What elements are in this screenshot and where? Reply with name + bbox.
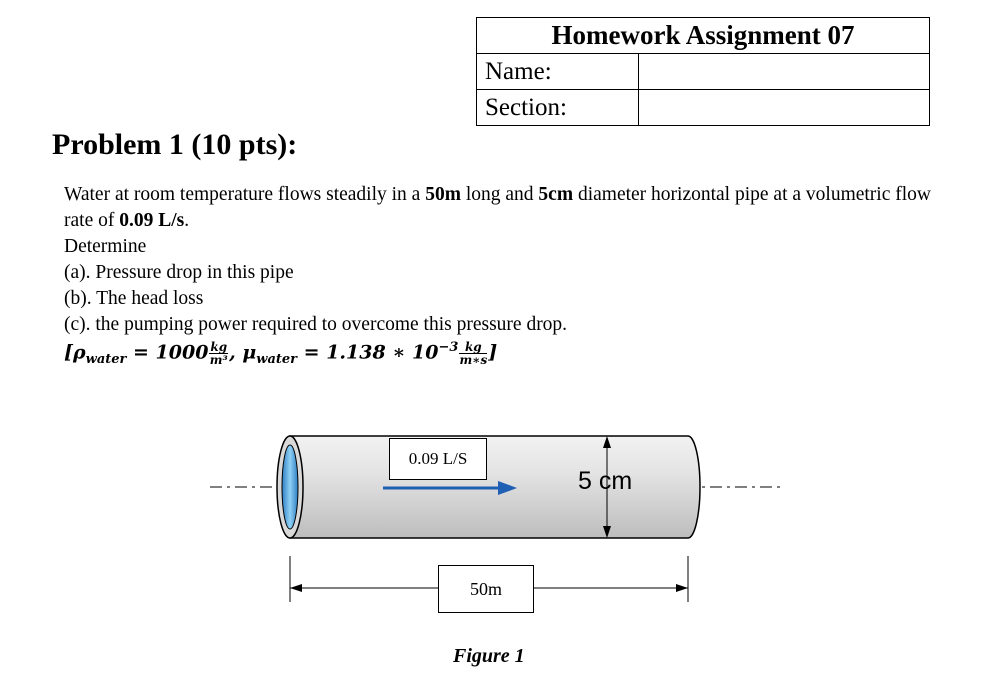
- flow-rate-label: 0.09 L/S: [389, 438, 487, 480]
- question-item-a: (a). Pressure drop in this pipe: [64, 262, 294, 283]
- pipe-diameter-value: 5cm: [538, 184, 574, 205]
- density-unit-numerator: kg: [210, 339, 228, 354]
- section-label: Section:: [477, 90, 639, 126]
- viscosity-value: = 1.138 ∗ 10: [297, 341, 439, 364]
- question-item-c: (c). the pumping power required to overcome this pressure drop.: [64, 314, 568, 335]
- assignment-title: Homework Assignment 07: [477, 18, 930, 54]
- statement-text: .: [184, 210, 190, 231]
- figure-caption: Figure 1: [453, 645, 525, 667]
- pipe-length-value: 50m: [425, 184, 461, 205]
- viscosity-unit-denominator: m∗s: [459, 352, 488, 367]
- viscosity-exponent: −3: [438, 340, 459, 355]
- density-unit-denominator: m³: [209, 352, 228, 367]
- open-bracket: [: [64, 341, 73, 364]
- diameter-label: 5 cm: [578, 467, 633, 495]
- density-value: = 1000: [126, 341, 209, 364]
- problem-heading: Problem 1 (10 pts):: [52, 128, 298, 161]
- density-symbol: ρ: [73, 341, 86, 364]
- viscosity-unit-numerator: kg: [459, 341, 487, 354]
- separator: ,: [229, 341, 243, 364]
- length-label: 50m: [438, 565, 534, 613]
- determine-label: Determine: [64, 236, 147, 257]
- statement-text: diameter horizontal pipe at a volumetric flow rate of: [64, 184, 931, 231]
- length-arrow-left: [290, 584, 302, 592]
- statement-text: long and: [460, 184, 539, 205]
- length-arrow-right: [676, 584, 688, 592]
- pipe-opening-water: [282, 445, 298, 529]
- density-subscript: water: [85, 352, 127, 368]
- statement-text: Water at room temperature flows steadily in a: [64, 184, 426, 205]
- flow-rate-value: 0.09 L/s: [119, 210, 185, 231]
- viscosity-subscript: water: [256, 352, 298, 368]
- question-item-b: (b). The head loss: [64, 288, 204, 309]
- viscosity-symbol: μ: [242, 341, 257, 364]
- name-label: Name:: [477, 54, 639, 90]
- close-bracket: ]: [488, 341, 498, 364]
